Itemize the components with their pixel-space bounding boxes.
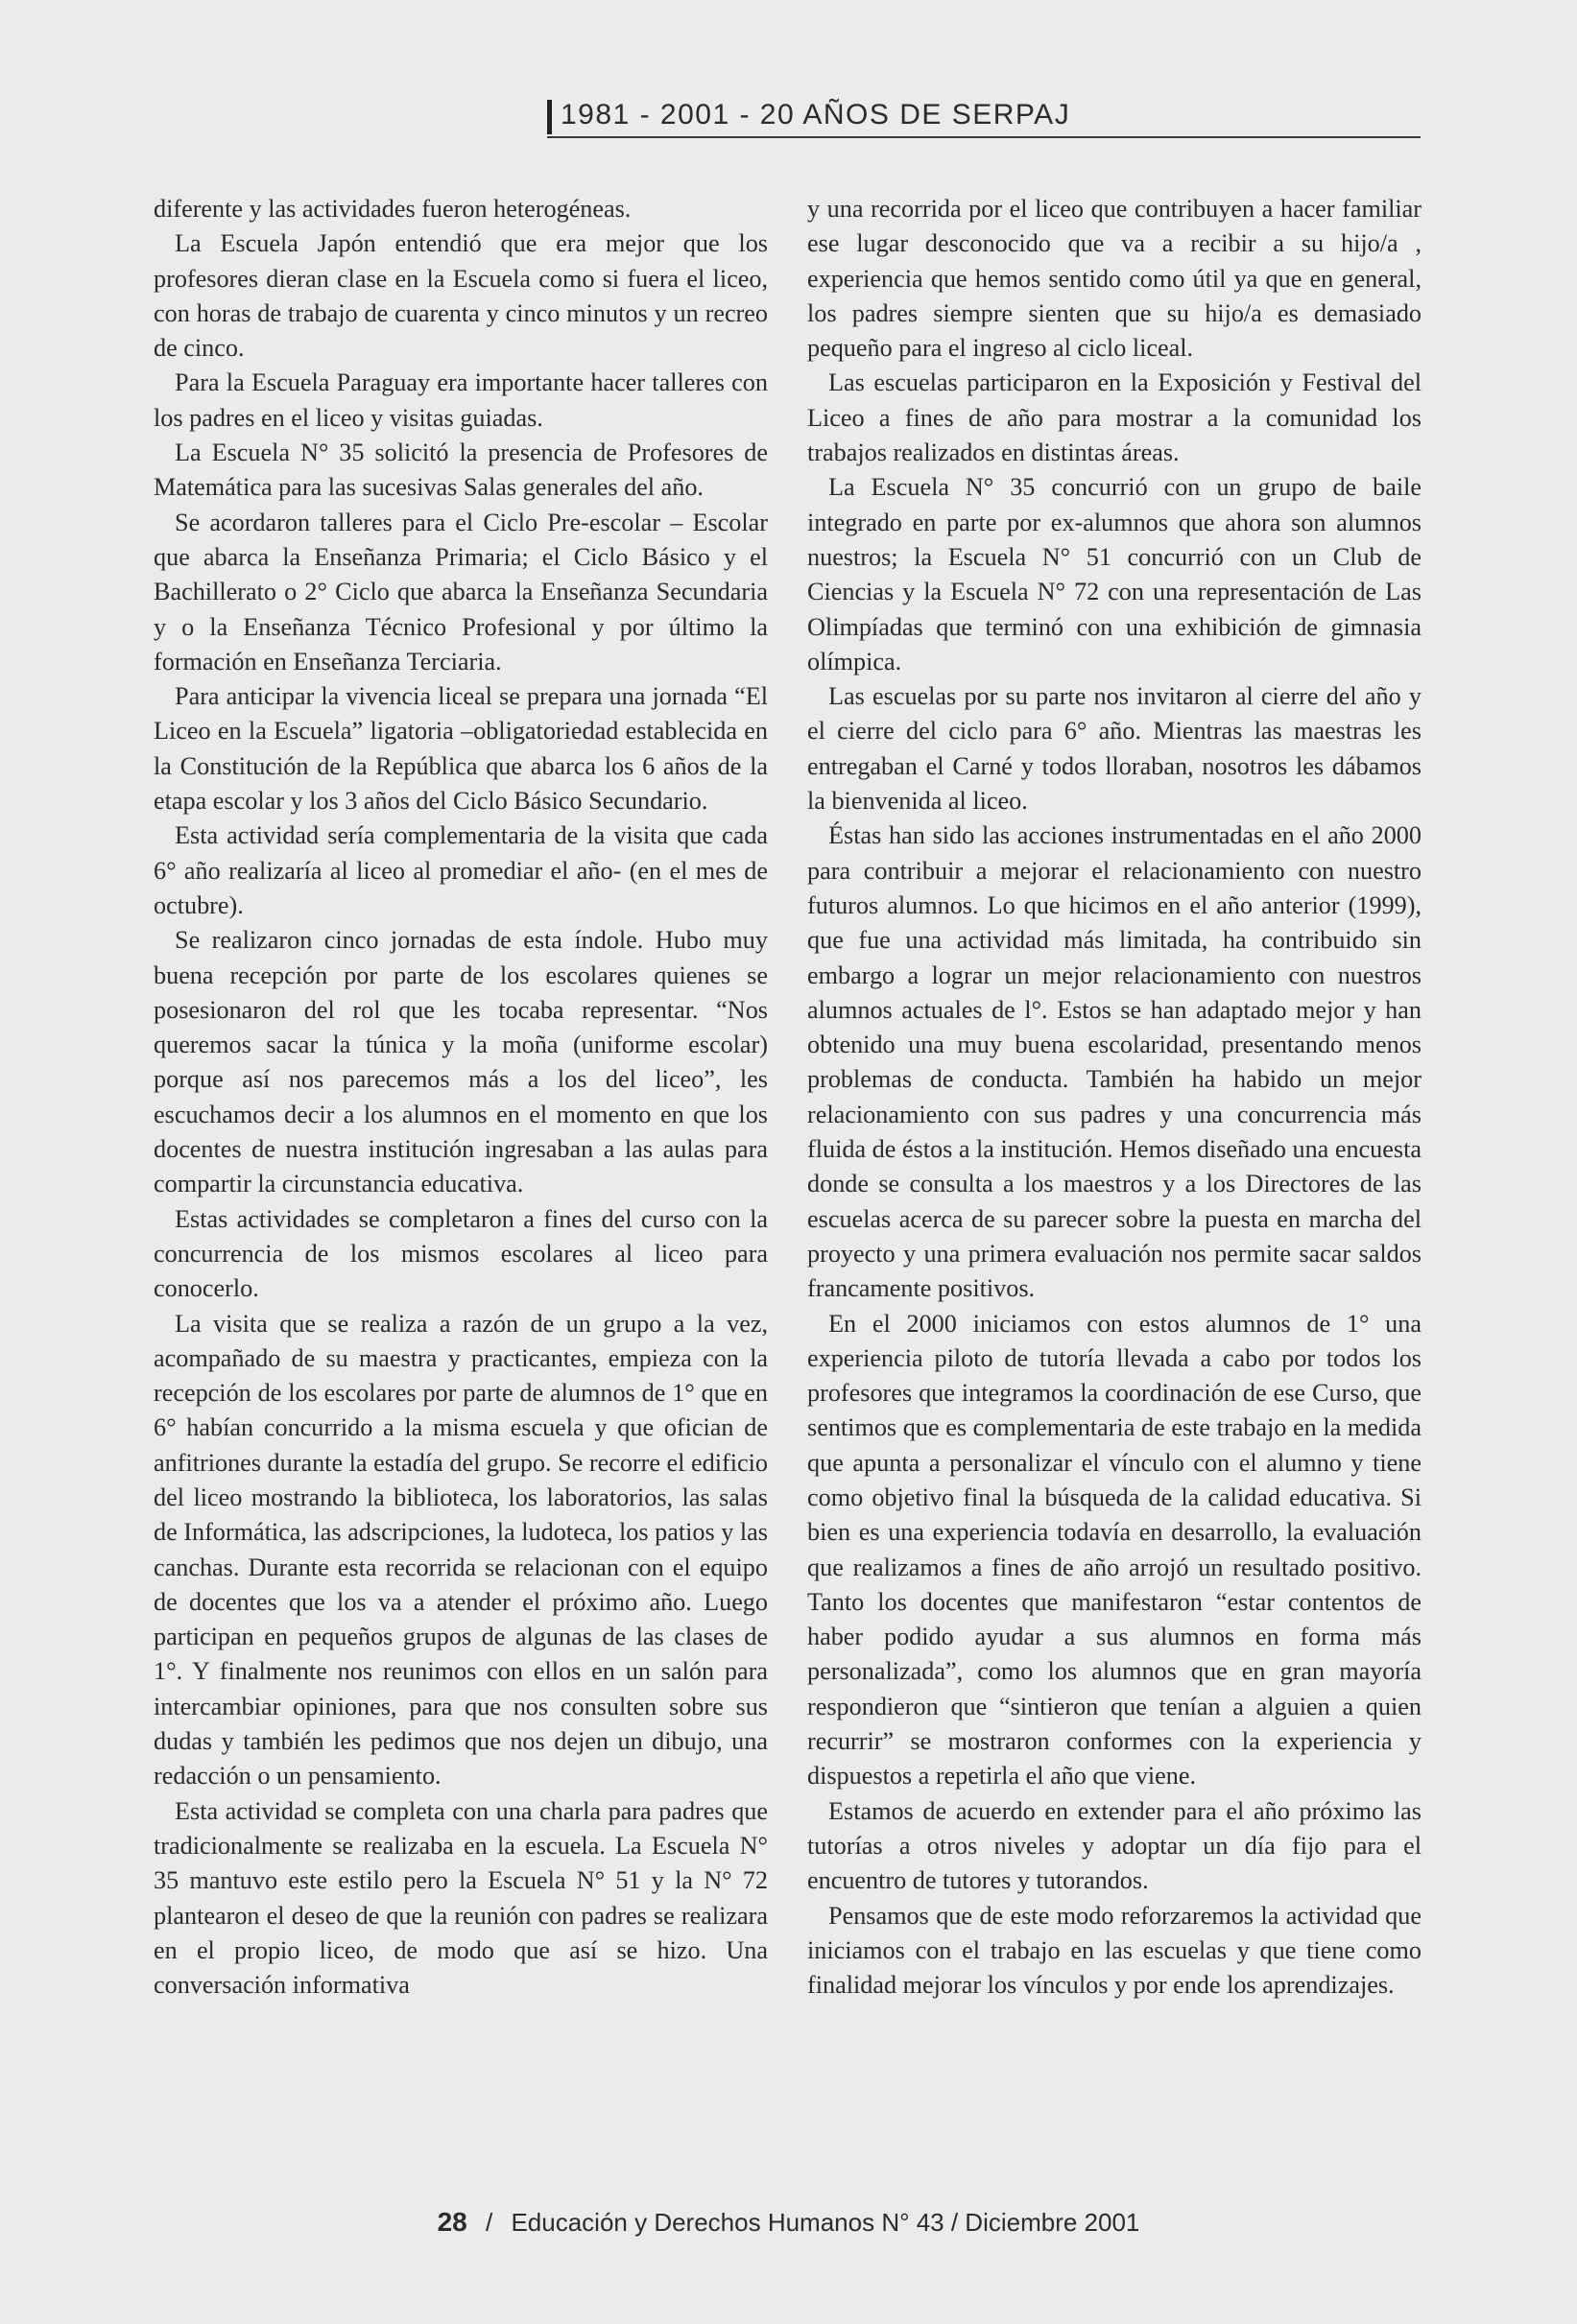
paragraph: Para la Escuela Paraguay era importante hacer talleres con los padres en el liceo y visitas guiadas.	[154, 368, 768, 432]
running-header	[547, 96, 1421, 138]
paragraph: Las escuelas participaron en la Exposición y Festival del Liceo a fines de año para mostrar a la comunidad los trabajos realizados en distintas áreas.	[807, 368, 1422, 467]
paragraph: Esta actividad se completa con una charla para padres que tradicionalmente se realizaba en la escuela. La Escuela N° 35 mantuvo este estilo pero la Escuela N° 51 y la N° 72 plantearon el deseo de que la reunión con padres se realizara en el propio liceo, de modo que así se hizo. Una conversación informativa	[154, 1796, 768, 2000]
paragraph: La Escuela N° 35 solicitó la presencia de Profesores de Matemática para las sucesivas Salas generales del año.	[154, 439, 768, 502]
paragraph: Se acordaron talleres para el Ciclo Pre-escolar – Escolar que abarca la Enseñanza Primaria; el Ciclo Básico y el Bachillerato o 2° Ciclo que abarca la Enseñanza Secundaria y o la Enseñanza Técnico Profesional y por último la formación en Enseñanza Terciaria.	[154, 508, 768, 676]
header-rule-mark	[547, 100, 552, 134]
paragraph: y una recorrida por el liceo que contribuyen a hacer familiar ese lugar desconocido que va a recibir a su hijo/a , experiencia que hemos sentido como útil ya que en general, los padres siempre sienten que su hijo/a es demasiado pequeño para el ingreso al ciclo liceal.	[807, 195, 1422, 363]
left-text-column	[154, 192, 768, 2003]
paragraph: Las escuelas por su parte nos invitaron al cierre del año y el cierre del ciclo para 6° año. Mientras las maestras les entregaban el Carné y todos lloraban, nosotros les dábamos la bienvenida al liceo.	[807, 682, 1422, 816]
paragraph: La visita que se realiza a razón de un grupo a la vez, acompañado de su maestra y practicantes, empieza con la recepción de los escolares por parte de alumnos de 1° que en 6° habían concurrido a la misma escuela y que ofician de anfitriones durante la estadía del grupo. Se recorre el edificio del liceo mostrando la biblioteca, los laboratorios, las salas de Informática, las adscripciones, la ludoteca, los patios y las canchas. Durante esta recorrida se relacionan con el equipo de docentes que los va a atender el próximo año. Luego participan en pequeños grupos de algunas de las clases de 1°. Y finalmente nos reunimos con ellos en un salón para intercambiar opiniones, para que nos consulten sobre sus dudas y también les pedimos que nos dejen un dibujo, una redacción o un pensamiento.	[154, 1309, 768, 1790]
header-title: 1981 - 2001 - 20 AÑOS DE SERPAJ	[561, 99, 1071, 130]
paragraph: Éstas han sido las acciones instrumentadas en el año 2000 para contribuir a mejorar el relacionamiento con nuestro futuros alumnos. Lo que hicimos en el año anterior (1999), que fue una actividad más limitada, ha contribuido sin embargo a lograr un mejor relacionamiento con nuestros alumnos actuales de l°. Estos se han adaptado mejor y han obtenido una muy buena escolaridad, presentando menos problemas de conducta. También ha habido un mejor relacionamiento con sus padres y una concurrencia más fluida de éstos a la institución. Hemos diseñado una encuesta donde se consulta a los maestros y a los Directores de las escuelas acerca de su parecer sobre la puesta en marcha del proyecto y una primera evaluación nos permite sacar saldos francamente positivos.	[807, 821, 1422, 1303]
paragraph: Esta actividad sería complementaria de la visita que cada 6° año realizaría al liceo al promediar el año- (en el mes de octubre).	[154, 821, 768, 919]
footer-separator: /	[485, 2208, 493, 2237]
paragraph: En el 2000 iniciamos con estos alumnos de 1° una experiencia piloto de tutoría llevada a cabo por todos los profesores que integramos la coordinación de ese Curso, que sentimos que es complementaria de este trabajo en la medida que apunta a personalizar el vínculo con el alumno y tiene como objetivo final la búsqueda de la calidad educativa. Si bien es una experiencia todavía en desarrollo, la evaluación que realizamos a fines de año arrojó un resultado positivo. Tanto los docentes que manifestaron “estar contentos de haber podido ayudar a sus alumnos en forma más personalizada”, como los alumnos que en gran mayoría respondieron que “sintieron que tenían a alguien a quien recurrir” se mostraron conformes con la experiencia y dispuestos a repetirla el año que viene.	[807, 1309, 1422, 1790]
paragraph: La Escuela Japón entendió que era mejor que los profesores dieran clase en la Escuela como si fuera el liceo, con horas de trabajo de cuarenta y cinco minutos y un recreo de cinco.	[154, 229, 768, 363]
paragraph: Para anticipar la vivencia liceal se prepara una jornada “El Liceo en la Escuela” ligatoria –obligatoriedad establecida en la Constitución de la República que abarca los 6 años de la etapa escolar y los 3 años del Ciclo Básico Secundario.	[154, 682, 768, 816]
paragraph: diferente y las actividades fueron heterogéneas.	[154, 195, 632, 223]
page-footer	[0, 2207, 1577, 2238]
page-number: 28	[437, 2207, 467, 2237]
paragraph: Estas actividades se completaron a fines del curso con la concurrencia de los mismos escolares al liceo para conocerlo.	[154, 1204, 768, 1303]
right-text-column	[807, 192, 1422, 2003]
journal-citation: Educación y Derechos Humanos N° 43 / Diciembre 2001	[511, 2208, 1140, 2237]
paragraph: Se realizaron cinco jornadas de esta índole. Hubo muy buena recepción por parte de los escolares quienes se posesionaron del rol que les tocaba representar. “Nos queremos sacar la túnica y la moña (uniforme escolar) porque así nos parecemos más a los del liceo”, les escuchamos decir a los alumnos en el momento en que los docentes de nuestra institución ingresaban a las aulas para compartir la circunstancia educativa.	[154, 926, 768, 1198]
paragraph: Estamos de acuerdo en extender para el año próximo las tutorías a otros niveles y adoptar un día fijo para el encuentro de tutores y tutorandos.	[807, 1796, 1422, 1895]
paragraph: Pensamos que de este modo reforzaremos la actividad que iniciamos con el trabajo en las escuelas y que tiene como finalidad mejorar los vínculos y por ende los aprendizajes.	[807, 1901, 1422, 2000]
paragraph: La Escuela N° 35 concurrió con un grupo de baile integrado en parte por ex-alumnos que ahora son alumnos nuestros; la Escuela N° 51 concurrió con un Club de Ciencias y la Escuela N° 72 con una representación de Las Olimpíadas que terminó con una exhibición de gimnasia olímpica.	[807, 473, 1422, 676]
